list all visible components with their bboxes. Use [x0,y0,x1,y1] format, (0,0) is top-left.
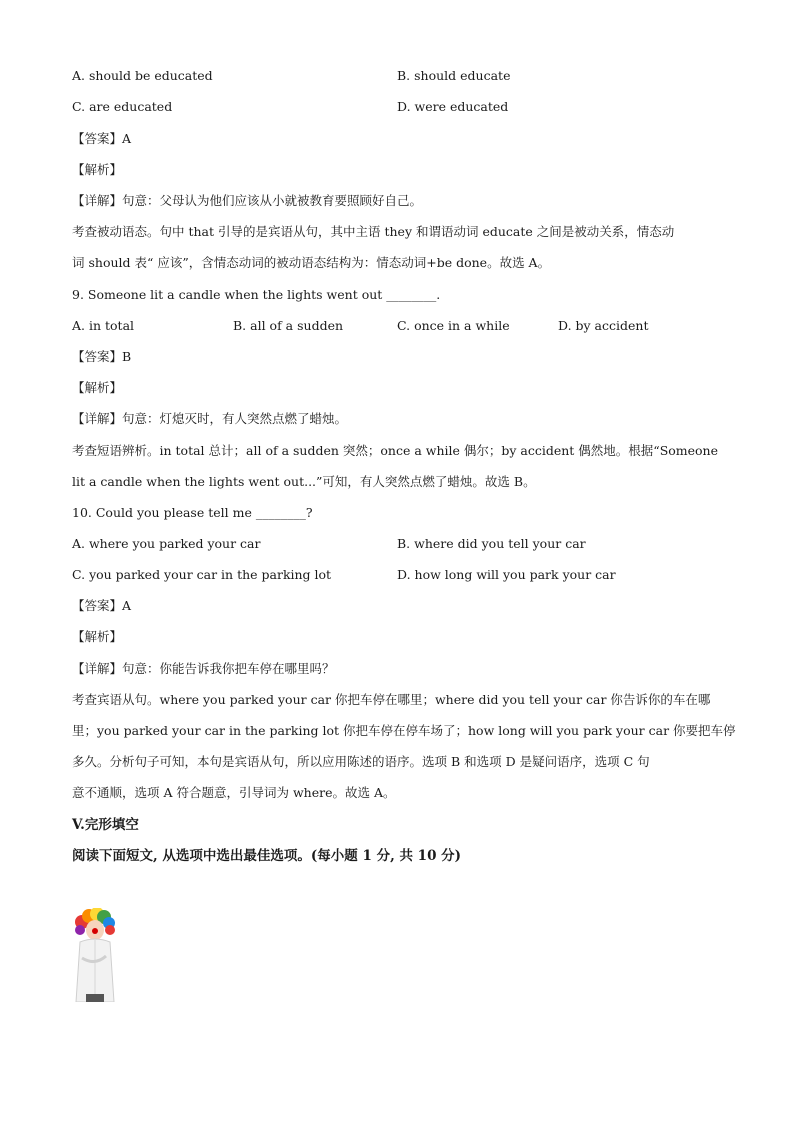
clown-illustration [72,908,120,1002]
q10-answer: 【答案】A [72,598,132,613]
section-instruction: 阅读下面短文, 从选项中选出最佳选项。(每小题 1 分, 共 10 分) [72,848,462,864]
q8-option-d: D. were educated [397,99,509,114]
q9-option-a: A. in total [72,318,135,333]
q8-answer: 【答案】A [72,131,132,146]
q10-explain-line: 里；you parked your car in the parking lot 你把车停在停车场了；how long will you park your car 你要把车停 [72,723,736,738]
q9-answer: 【答案】B [72,349,132,364]
q10-option-a: A. where you parked your car [72,536,261,551]
q10-option-b: B. where did you tell your car [397,536,586,551]
q10-option-d: D. how long will you park your car [397,567,616,582]
q8-analysis-label: 【解析】 [72,162,123,177]
q9-explain-line: 考查短语辨析。in total 总计；all of a sudden 突然；once a while 偶尔；by accident 偶然地。根据“Someone [72,443,719,458]
q10-analysis-label: 【解析】 [72,629,123,644]
q8-option-c: C. are educated [72,99,173,114]
q8-option-a: A. should be educated [72,68,213,83]
q9-explain-line: lit a candle when the lights went out...”可知，有人突然点燃了蜡烛。故选 B。 [72,474,536,489]
q9-option-d: D. by accident [558,318,649,333]
q10-explain-line: 考查宾语从句。where you parked your car 你把车停在哪里；where did you tell your car 你告诉你的车在哪 [72,692,711,707]
q8-explain-line: 考查被动语态。句中 that 引导的是宾语从句，其中主语 they 和谓语动词 educate 之间是被动关系，情态动 [72,224,675,239]
q10-explain-line: 意不通顺，选项 A 符合题意，引导词为 where。故选 A。 [72,785,396,800]
q9-analysis-label: 【解析】 [72,380,123,395]
q9-option-c: C. once in a while [397,318,510,333]
q8-option-b: B. should educate [397,68,511,83]
section-title: V.完形填空 [72,817,139,833]
q8-detail: 【详解】句意：父母认为他们应该从小就被教育要照顾好自己。 [72,193,423,208]
q10-detail: 【详解】句意：你能告诉我你把车停在哪里吗？ [72,661,335,676]
q8-explain-line: 词 should 表“ 应该”，含情态动词的被动语态结构为：情态动词+be done。故选 A。 [72,255,551,270]
q10-stem: 10. Could you please tell me ________? [72,505,313,520]
q9-stem: 9. Someone lit a candle when the lights went out ________. [72,287,441,302]
q10-option-c: C. you parked your car in the parking lot [72,567,332,582]
q10-explain-line: 多久。分析句子可知，本句是宾语从句，所以应用陈述的语序。选项 B 和选项 D 是疑问语序，选项 C 句 [72,754,650,769]
q9-detail: 【详解】句意：灯熄灭时，有人突然点燃了蜡烛。 [72,411,348,426]
q9-option-b: B. all of a sudden [233,318,344,333]
